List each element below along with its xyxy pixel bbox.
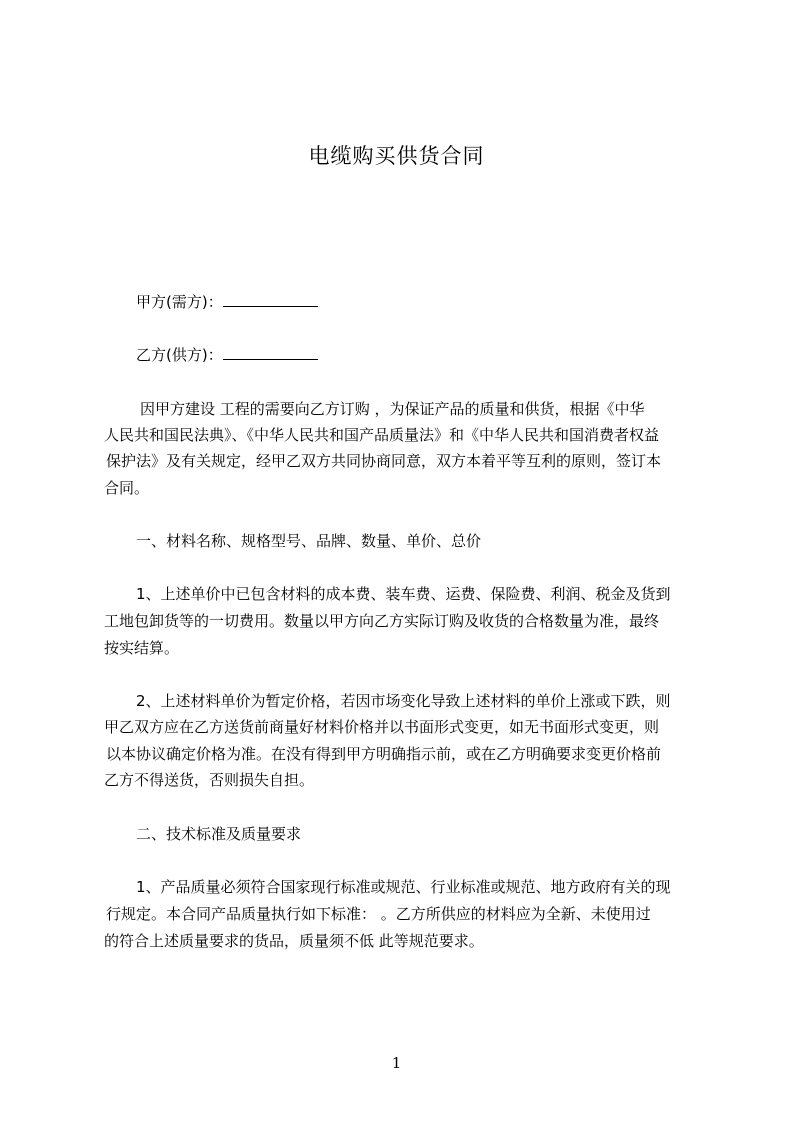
paragraph-line: 乙方不得送货，否则损失自担。 — [104, 771, 315, 789]
paragraph-line: 2、上述材料单价为暂定价格，若因市场变化导致上述材料的单价上涨或下跌，则 — [136, 692, 671, 710]
party-a-line — [136, 289, 318, 315]
section-2-heading: 二、技术标准及质量要求 — [136, 825, 302, 843]
party-b-label: 乙方(供方)： — [136, 346, 223, 364]
section-1-heading: 一、材料名称、规格型号、品牌、数量、单价、总价 — [136, 532, 482, 550]
paragraph-line: 1、产品质量必须符合国家现行标准或规范、行业标准或规范、地方政府有关的现 — [136, 878, 671, 896]
paragraph-line: 因甲方建设 工程的需要向乙方订购 ，为保证产品的质量和供货，根据《中华 — [140, 400, 645, 418]
contract-title: 电缆购买供货合同 — [308, 144, 485, 168]
party-b-line — [136, 342, 318, 368]
paragraph-line: 按实结算。 — [104, 639, 180, 657]
paragraph-line: 人民共和国民法典》、《中华人民共和国产品质量法》和《中华人民共和国消费者权益 — [104, 426, 660, 444]
paragraph-line: 的符合上述质量要求的货品，质量须不低 此等规范要求。 — [104, 932, 484, 950]
party-a-label: 甲方(需方)： — [136, 293, 223, 311]
paragraph-line: 合同。 — [104, 479, 150, 497]
paragraph-line: 1、上述单价中已包含材料的成本费、装车费、运费、保险费、利润、税金及货到 — [136, 585, 671, 603]
paragraph-line: 以本协议确定价格为准。在没有得到甲方明确指示前，或在乙方明确要求变更价格前 — [106, 745, 662, 763]
paragraph-line: 甲乙双方应在乙方送货前商量好材料价格并以书面形式变更，如无书面形式变更，则 — [104, 718, 660, 736]
party-b-blank — [223, 345, 318, 360]
page-number: 1 — [391, 1054, 402, 1072]
paragraph-line: 保护法》及有关规定，经甲乙双方共同协商同意，双方本着平等互利的原则，签订本 — [106, 452, 662, 470]
paragraph-line: 工地包卸货等的一切费用。数量以甲方向乙方实际订购及收货的合格数量为准，最终 — [104, 612, 660, 630]
paragraph-line: 行规定。本合同产品质量执行如下标准： 。乙方所供应的材料应为全新、未使用过 — [106, 905, 651, 923]
party-a-blank — [223, 292, 318, 307]
